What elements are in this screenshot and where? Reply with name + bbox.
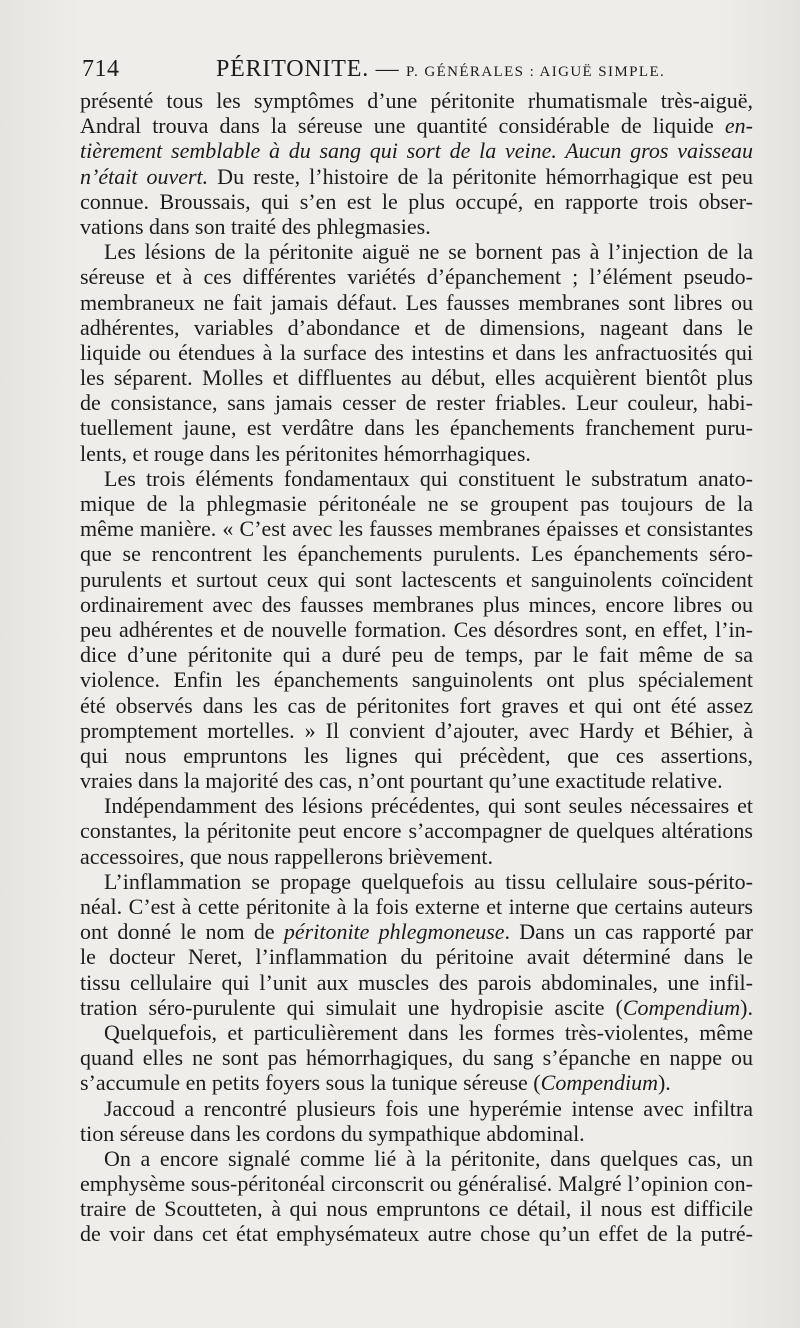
- text-line: quand elles ne sont pas hémorrhagiques, du sang s’épanche en nappe ou: [80, 1045, 753, 1071]
- text-line: tissu cellulaire qui l’unit aux muscles des parois abdominales, une infil-: [80, 969, 753, 995]
- italic-text: en-: [724, 113, 753, 139]
- text-line: [80, 164, 753, 189]
- text-run: . Dans un cas rapporté par: [504, 919, 753, 945]
- text-line: purulents et surtout ceux qui sont lactescents et sanguinolents coïncident: [80, 566, 753, 592]
- text-line: On a encore signalé comme lié à la péritonite, dans quelques cas, un: [104, 1145, 753, 1171]
- text-line: vraies dans la majorité des cas, n’ont pourtant qu’une exactitude relative.: [80, 768, 723, 794]
- text-line: dice d’une péritonite qui a duré peu de temps, par le fait même de sa: [80, 642, 753, 668]
- text-run: ).: [740, 994, 753, 1020]
- italic-text: péritonite phlegmoneuse: [283, 919, 505, 945]
- text-line: le docteur Neret, l’inflammation du péritoine avait déterminé dans le: [80, 944, 753, 970]
- text-line: [80, 995, 753, 1020]
- text-line: Indépendamment des lésions précédentes, qui sont seules nécessaires et: [104, 793, 753, 819]
- text-line: Jaccoud a rencontré plusieurs fois une hyperémie intense avec infiltra: [104, 1095, 753, 1121]
- italic-text: tièrement semblable à du sang qui sort de la veine. Aucun gros vaisseau: [80, 138, 753, 164]
- text-line: mique de la phlegmasie péritonéale ne se groupent pas toujours de la: [80, 491, 753, 516]
- text-line: violence. Enfin les épanchements sanguinolents ont plus spécialement: [80, 667, 753, 693]
- text-line: ordinairement avec des fausses membranes plus minces, encore libres ou: [80, 591, 753, 617]
- running-header: [82, 56, 752, 88]
- text-line: adhérentes, variables d’abondance et de dimensions, nageant dans le: [80, 314, 753, 340]
- body-text: [80, 88, 753, 1247]
- page-number: 714: [82, 56, 120, 82]
- text-line: emphysème sous-péritonéal circonscrit ou généralisé. Malgré l’opinion con-: [80, 1171, 753, 1197]
- text-run: ).: [657, 1070, 671, 1096]
- text-line: vations dans son traité des phlegmasies.: [80, 213, 431, 239]
- text-run: Andral trouva dans la séreuse une quantité considérable de liquide: [80, 113, 725, 139]
- text-run: tration séro-purulente qui simulait une hydropisie ascite (: [80, 994, 623, 1020]
- running-title: [216, 56, 665, 83]
- text-line: [80, 1070, 753, 1095]
- text-line: promptement mortelles. » Il convient d’ajouter, avec Hardy et Béhier, à: [80, 717, 753, 743]
- text-line: [80, 113, 753, 138]
- text-line: été observés dans les cas de péritonites fort graves et qui ont été assez: [80, 692, 753, 718]
- text-run: s’accumule en petits foyers sous la tunique séreuse (: [80, 1070, 541, 1096]
- text-line: membraneux ne fait jamais défaut. Les fausses membranes sont libres ou: [80, 289, 753, 315]
- text-line: séreuse et à ces différentes variétés d’épanchement ; l’élément pseudo-: [80, 264, 753, 290]
- text-line: néal. C’est à cette péritonite à la fois externe et interne que certains auteurs: [80, 894, 753, 919]
- chapter-title: PÉRITONITE.: [216, 56, 370, 82]
- text-line: L’inflammation se propage quelquefois au tissu cellulaire sous-périto-: [104, 868, 753, 894]
- text-line: lents, et rouge dans les péritonites hémorrhagiques.: [80, 440, 531, 466]
- text-line: Les trois éléments fondamentaux qui constituent le substratum anato-: [104, 465, 753, 491]
- text-run: Du reste, l’histoire de la péritonite hémorrhagique est peu: [208, 163, 753, 189]
- section-subtitle: P. GÉNÉRALES : AIGUË SIMPLE.: [405, 64, 666, 80]
- text-line: Quelquefois, et particulièrement dans les formes très-violentes, même: [104, 1019, 753, 1045]
- text-line: liquide ou étendues à la surface des intestins et dans les anfractuosités qui: [80, 339, 753, 365]
- text-line: tuellement jaune, est verdâtre dans les épanchements franchement puru-: [80, 415, 753, 441]
- italic-text: n’était ouvert.: [80, 163, 209, 189]
- text-line: peu adhérentes et de nouvelle formation. Ces désordres sont, en effet, l’in-: [80, 616, 753, 642]
- text-line: connue. Broussais, qui s’en est le plus occupé, en rapporte trois obser-: [80, 188, 753, 214]
- text-line: présenté tous les symptômes d’une péritonite rhumatismale très-aiguë,: [80, 88, 753, 113]
- text-line: [80, 138, 753, 163]
- italic-text: Compendium: [540, 1070, 658, 1096]
- text-run: ont donné le nom de: [80, 919, 284, 945]
- text-line: même manière. « C’est avec les fausses membranes épaisses et consistantes: [80, 516, 753, 542]
- text-line: que se rencontrent les épanchements purulents. Les épanchements séro-: [80, 541, 753, 567]
- text-line: tion séreuse dans les cordons du sympathique abdominal.: [80, 1120, 585, 1146]
- text-line: Les lésions de la péritonite aiguë ne se bornent pas à l’injection de la: [104, 239, 753, 265]
- italic-text: Compendium: [622, 994, 741, 1020]
- text-line: traire de Scoutteten, à qui nous empruntons ce détail, il nous est difficile: [80, 1196, 753, 1222]
- text-line: de voir dans cet état emphysémateux autre chose qu’un effet de la putré-: [80, 1221, 753, 1247]
- header-dash: —: [375, 56, 400, 81]
- text-line: accessoires, que nous rappellerons brièvement.: [80, 843, 493, 869]
- text-line: de consistance, sans jamais cesser de rester friables. Leur couleur, habi-: [80, 390, 753, 416]
- text-line: constantes, la péritonite peut encore s’accompagner de quelques altérations: [80, 818, 753, 844]
- text-line: qui nous empruntons les lignes qui précèdent, que ces assertions,: [80, 742, 753, 768]
- text-line: [80, 919, 753, 944]
- text-line: les séparent. Molles et diffluentes au début, elles acquièrent bientôt plus: [80, 365, 753, 391]
